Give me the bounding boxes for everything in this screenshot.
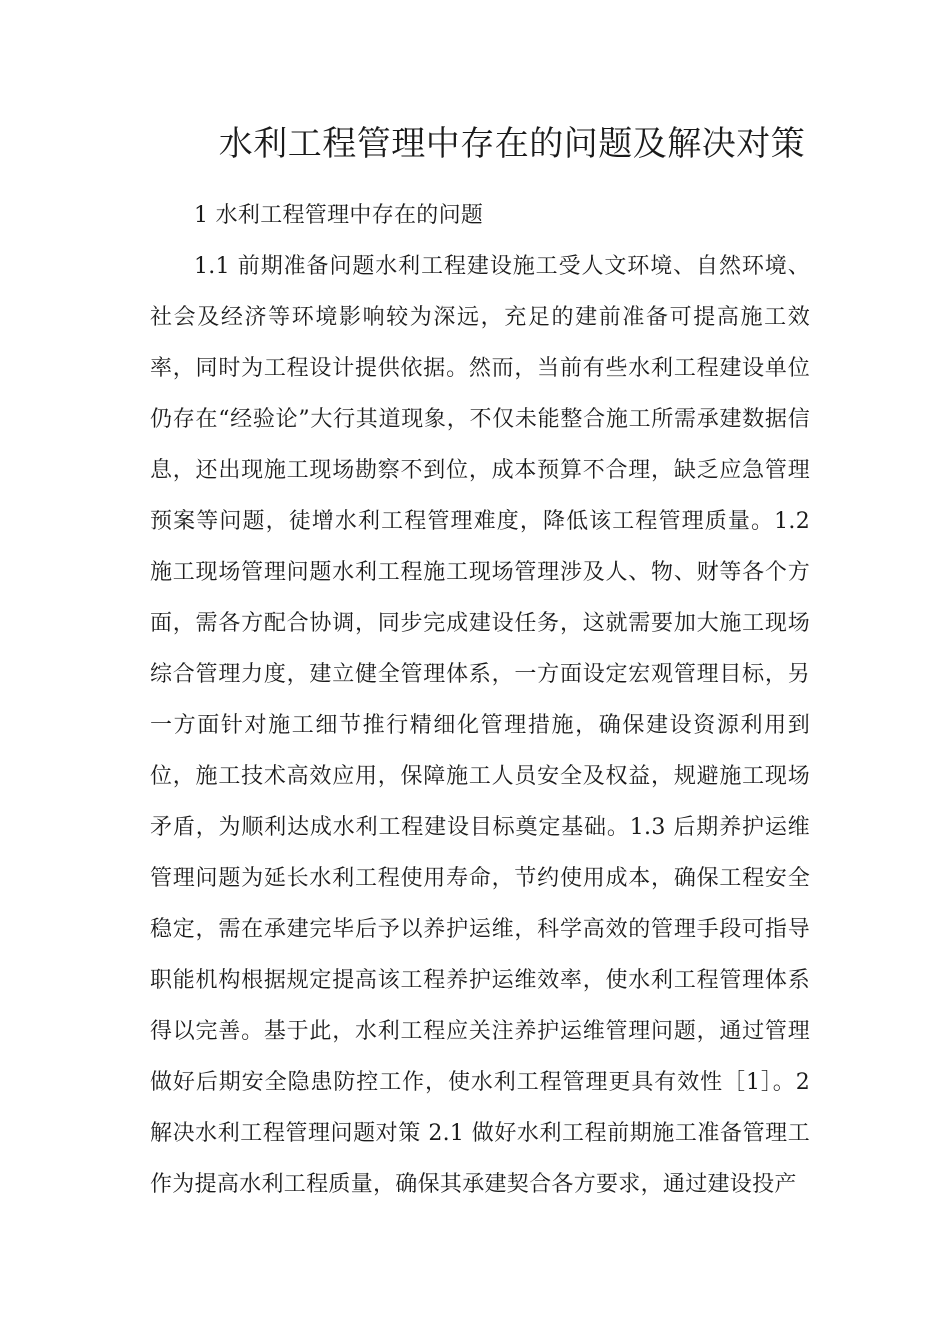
body-paragraph: 1.1 前期准备问题水利工程建设施工受人文环境、自然环境、社会及经济等环境影响较为深远，充足的建前准备可提高施工效率，同时为工程设计提供依据。然而，当前有些水利工程建设单位仍存在“经验论”大行其道现象，不仅未能整合施工所需承建数据信息，还出现施工现场勘察不到位，成本预算不合理，缺乏应急管理预案等问题，徒增水利工程管理难度，降低该工程管理质量。1.2 施工现场管理问题水利工程施工现场管理涉及人、物、财等各个方面，需各方配合协调，同步完成建设任务，这就需要加大施工现场综合管理力度，建立健全管理体系，一方面设定宏观管理目标，另一方面针对施工细节推行精细化管理措施，确保建设资源利用到位，施工技术高效应用，保障施工人员安全及权益，规避施工现场矛盾，为顺利达成水利工程建设目标奠定基础。1.3 后期养护运维管理问题为延长水利工程使用寿命，节约使用成本，确保工程安全稳定，需在承建完毕后予以养护运维，科学高效的管理手段可指导职能机构根据规定提高该工程养护运维效率，使水利工程管理体系得以完善。基于此，水利工程应关注养护运维管理问题，通过管理做好后期安全隐患防控工作，使水利工程管理更具有效性［1］。2 解决水利工程管理问题对策 2.1 做好水利工程前期施工准备管理工作为提高水利工程质量，确保其承建契合各方要求，通过建设投产 bbox=[150, 254, 810, 1197]
document-body bbox=[150, 190, 810, 1210]
section-heading: 1 水利工程管理中存在的问题 bbox=[194, 203, 484, 228]
document-title: 水利工程管理中存在的问题及解决对策 bbox=[218, 124, 806, 164]
